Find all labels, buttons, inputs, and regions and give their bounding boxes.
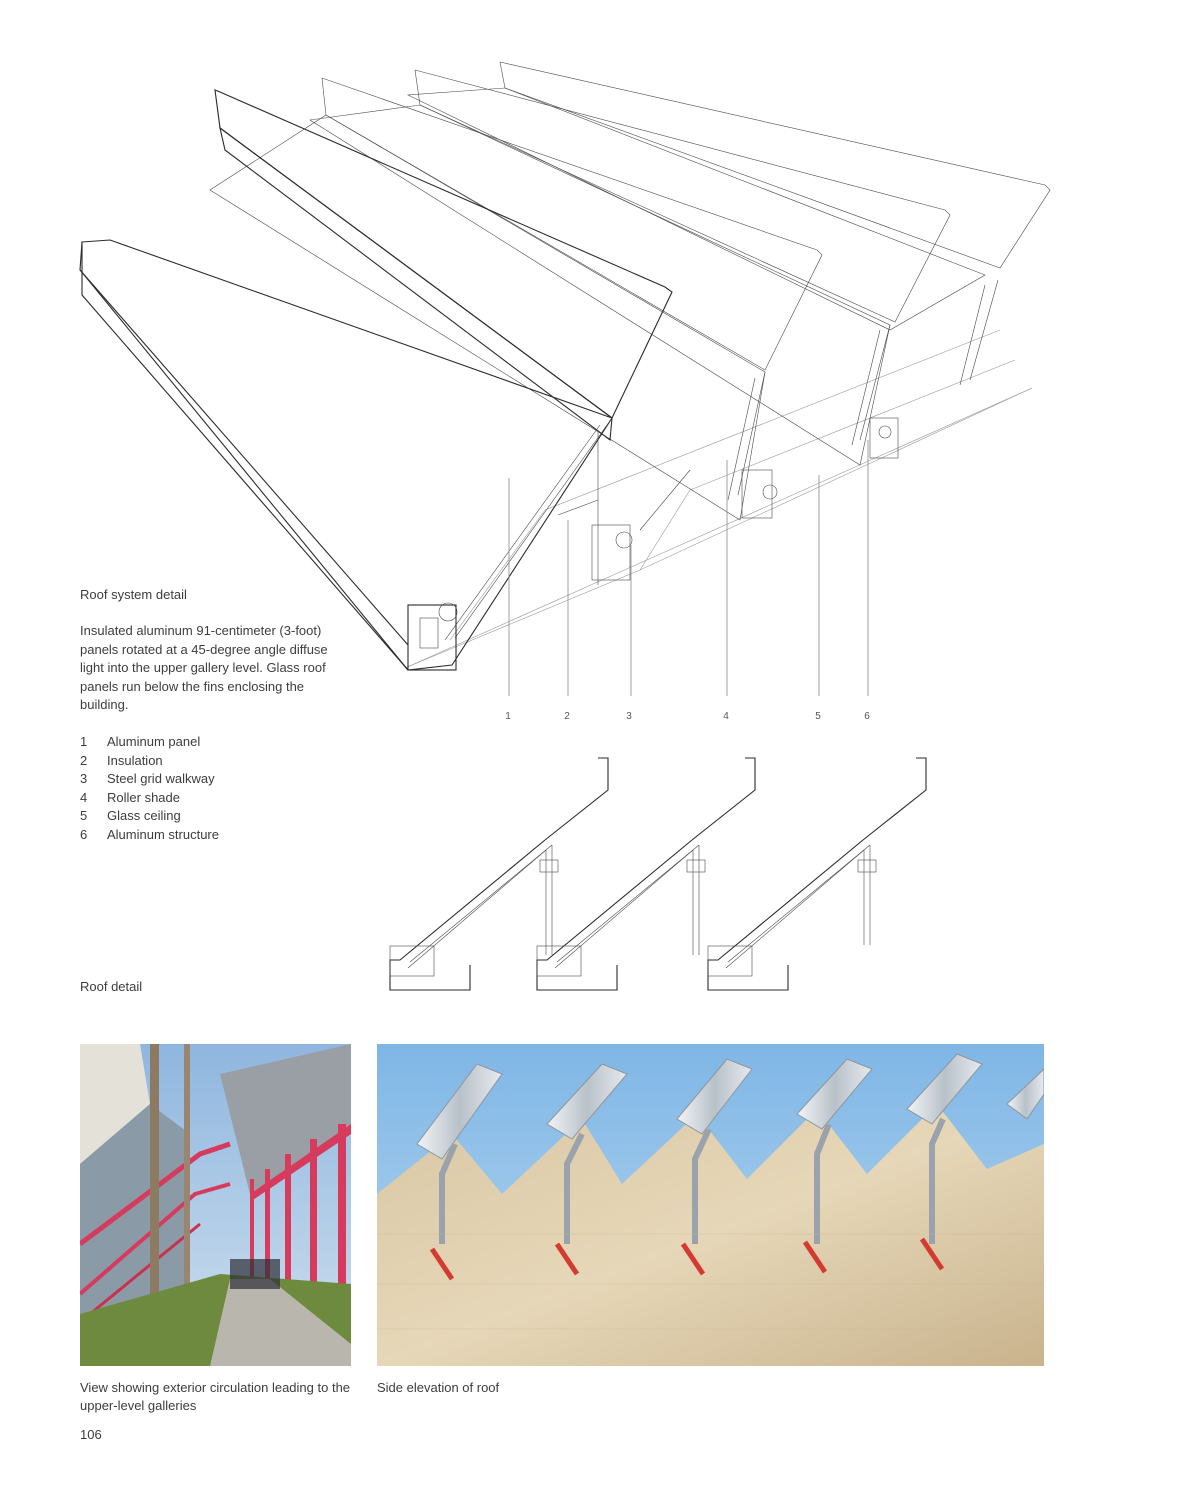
callout-5: 5 [815,711,821,722]
side-elevation-photo [377,1044,1044,1366]
callout-6: 6 [864,711,870,722]
legend-item: 5 Glass ceiling [80,808,181,823]
exterior-circulation-photo [80,1044,351,1366]
legend-item: 1 Aluminum panel [80,734,201,749]
roof-system-description: Insulated aluminum 91-centimeter (3-foot) panels rotated at a 45-degree angle diffuse light into the upper gallery level. Glass roof panels run below the fins enclosing the building. [80,623,328,712]
roof-detail-caption: Roof detail [80,979,143,994]
callout-3: 3 [626,711,632,722]
circulation-photo-caption: View showing exterior circulation leading to the upper-level galleries [80,1380,351,1413]
callout-4: 4 [723,711,729,722]
callout-1: 1 [505,711,511,722]
elevation-photo-caption: Side elevation of roof [377,1380,500,1395]
roof-system-title: Roof system detail [80,587,187,602]
callout-2: 2 [564,711,570,722]
legend-item: 2 Insulation [80,752,163,768]
legend-item: 6 Aluminum structure [80,826,219,842]
legend-list [80,733,219,844]
page-number: 106 [80,1427,102,1442]
legend-item: 4 Roller shade [80,789,180,805]
legend-item: 3 Steel grid walkway [80,771,215,786]
roof-section-drawing [370,750,1070,1000]
